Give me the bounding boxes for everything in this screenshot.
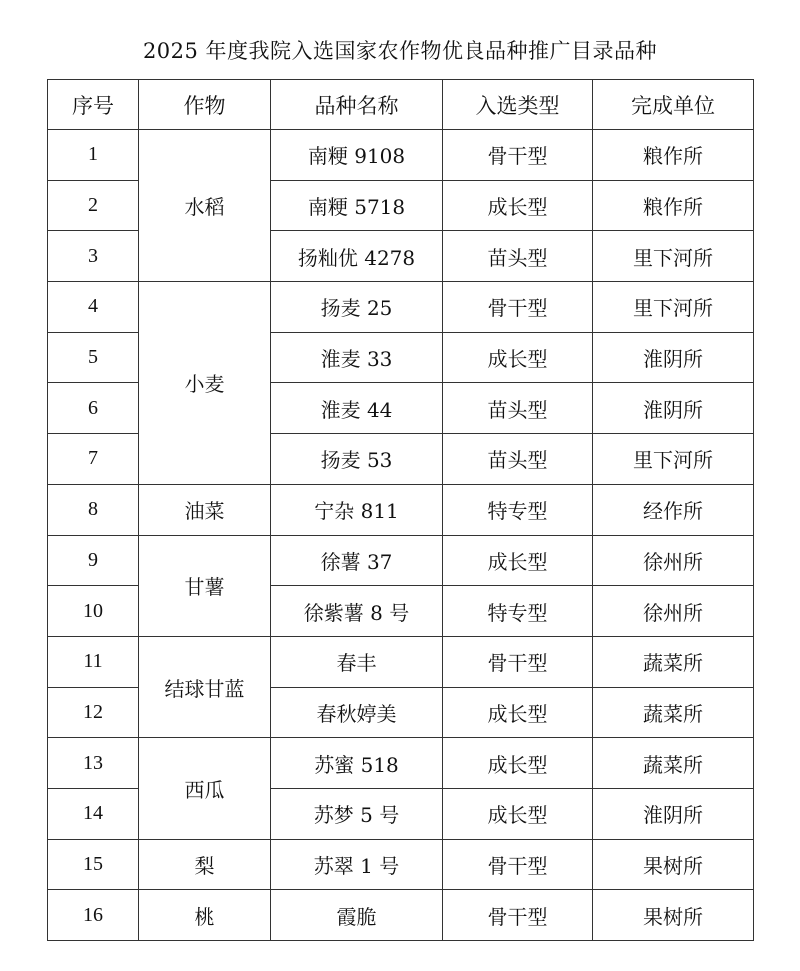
variety-name-cell: 淮麦 33: [271, 332, 443, 383]
header-variety-name: 品种名称: [271, 80, 443, 130]
selection-type-cell: 骨干型: [443, 839, 593, 890]
completing-unit-cell: 淮阴所: [593, 788, 754, 839]
crop-cell: 西瓜: [139, 738, 271, 839]
serial-number-cell: 4: [48, 282, 139, 333]
serial-number-cell: 16: [48, 890, 139, 941]
completing-unit-cell: 徐州所: [593, 586, 754, 637]
selection-type-cell: 苗头型: [443, 231, 593, 282]
selection-type-cell: 成长型: [443, 788, 593, 839]
selection-type-cell: 苗头型: [443, 434, 593, 485]
crop-cell: 油菜: [139, 484, 271, 535]
table-row: [48, 535, 754, 586]
serial-number-cell: 5: [48, 332, 139, 383]
variety-name-cell: 宁杂 811: [271, 484, 443, 535]
completing-unit-cell: 里下河所: [593, 231, 754, 282]
completing-unit-cell: 蔬菜所: [593, 738, 754, 789]
completing-unit-cell: 淮阴所: [593, 332, 754, 383]
serial-number-cell: 13: [48, 738, 139, 789]
selection-type-cell: 骨干型: [443, 130, 593, 181]
document-title: 2025 年度我院入选国家农作物优良品种推广目录品种: [142, 39, 658, 63]
crop-cell: 梨: [139, 839, 271, 890]
completing-unit-cell: 徐州所: [593, 535, 754, 586]
serial-number-cell: 10: [48, 586, 139, 637]
variety-name-cell: 扬籼优 4278: [271, 231, 443, 282]
table-row: [48, 484, 754, 535]
variety-name-cell: 南粳 9108: [271, 130, 443, 181]
header-completing-unit: 完成单位: [593, 80, 754, 130]
completing-unit-cell: 经作所: [593, 484, 754, 535]
completing-unit-cell: 果树所: [593, 839, 754, 890]
completing-unit-cell: 淮阴所: [593, 383, 754, 434]
table-header-row: [48, 80, 754, 130]
crop-cell: 桃: [139, 890, 271, 941]
serial-number-cell: 9: [48, 535, 139, 586]
serial-number-cell: 14: [48, 788, 139, 839]
variety-name-cell: 扬麦 25: [271, 282, 443, 333]
selection-type-cell: 成长型: [443, 535, 593, 586]
variety-name-cell: 徐紫薯 8 号: [271, 586, 443, 637]
header-selection-type: 入选类型: [443, 80, 593, 130]
table-row: [48, 890, 754, 941]
completing-unit-cell: 果树所: [593, 890, 754, 941]
completing-unit-cell: 蔬菜所: [593, 636, 754, 687]
serial-number-cell: 7: [48, 434, 139, 485]
variety-table: [47, 79, 754, 941]
selection-type-cell: 特专型: [443, 484, 593, 535]
selection-type-cell: 骨干型: [443, 890, 593, 941]
completing-unit-cell: 里下河所: [593, 434, 754, 485]
table-row: [48, 130, 754, 181]
variety-name-cell: 霞脆: [271, 890, 443, 941]
selection-type-cell: 骨干型: [443, 282, 593, 333]
variety-name-cell: 苏梦 5 号: [271, 788, 443, 839]
completing-unit-cell: 粮作所: [593, 130, 754, 181]
variety-name-cell: 春丰: [271, 636, 443, 687]
selection-type-cell: 苗头型: [443, 383, 593, 434]
completing-unit-cell: 粮作所: [593, 180, 754, 231]
table-row: [48, 738, 754, 789]
table-row: [48, 282, 754, 333]
variety-name-cell: 淮麦 44: [271, 383, 443, 434]
serial-number-cell: 1: [48, 130, 139, 181]
crop-cell: 小麦: [139, 282, 271, 485]
selection-type-cell: 成长型: [443, 738, 593, 789]
completing-unit-cell: 里下河所: [593, 282, 754, 333]
variety-name-cell: 南粳 5718: [271, 180, 443, 231]
variety-name-cell: 春秋婷美: [271, 687, 443, 738]
serial-number-cell: 8: [48, 484, 139, 535]
variety-name-cell: 徐薯 37: [271, 535, 443, 586]
crop-cell: 甘薯: [139, 535, 271, 636]
selection-type-cell: 特专型: [443, 586, 593, 637]
table-row: [48, 636, 754, 687]
selection-type-cell: 成长型: [443, 332, 593, 383]
selection-type-cell: 成长型: [443, 180, 593, 231]
serial-number-cell: 12: [48, 687, 139, 738]
serial-number-cell: 15: [48, 839, 139, 890]
crop-cell: 水稻: [139, 130, 271, 282]
variety-name-cell: 苏翠 1 号: [271, 839, 443, 890]
crop-cell: 结球甘蓝: [139, 636, 271, 737]
completing-unit-cell: 蔬菜所: [593, 687, 754, 738]
serial-number-cell: 6: [48, 383, 139, 434]
selection-type-cell: 成长型: [443, 687, 593, 738]
table-body: [48, 130, 754, 941]
header-serial-number: 序号: [48, 80, 139, 130]
selection-type-cell: 骨干型: [443, 636, 593, 687]
serial-number-cell: 11: [48, 636, 139, 687]
serial-number-cell: 3: [48, 231, 139, 282]
header-crop: 作物: [139, 80, 271, 130]
table-row: [48, 839, 754, 890]
variety-name-cell: 苏蜜 518: [271, 738, 443, 789]
serial-number-cell: 2: [48, 180, 139, 231]
variety-name-cell: 扬麦 53: [271, 434, 443, 485]
